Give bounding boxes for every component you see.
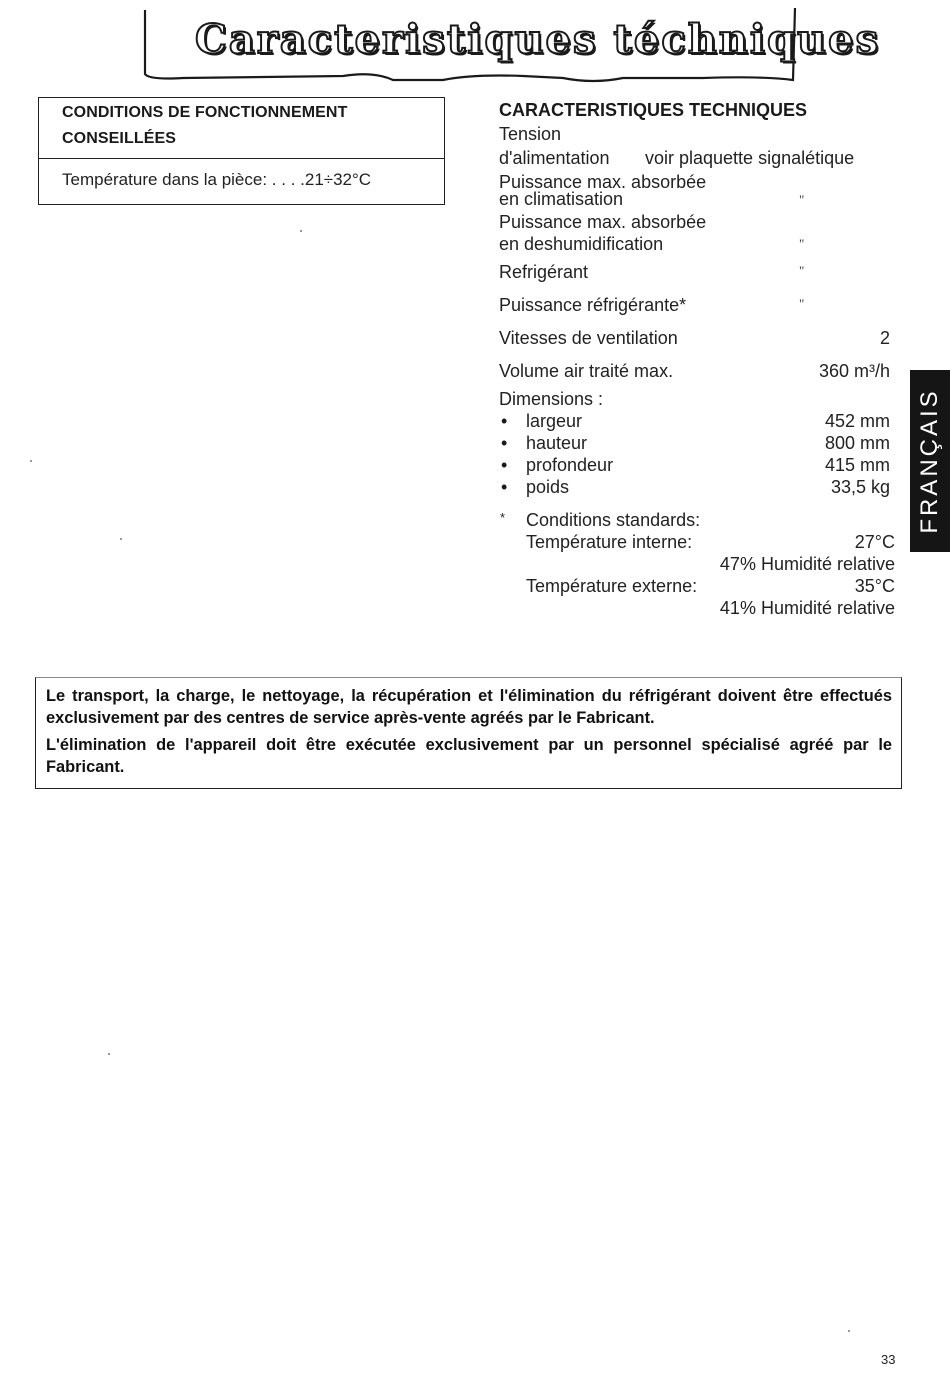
internal-humidity: 47% Humidité relative xyxy=(719,554,895,574)
scan-speck xyxy=(30,460,32,462)
operating-conditions-heading-line2: CONSEILLÉES xyxy=(62,130,177,147)
dimension-width-value: 452 mm xyxy=(824,411,890,431)
dimension-bullet: • xyxy=(501,455,508,475)
dimension-depth-label: profondeur xyxy=(526,455,614,475)
page-number: 33 xyxy=(881,1352,896,1367)
page-title-banner xyxy=(143,8,881,82)
specs-heading: CARACTERISTIQUES TECHNIQUES xyxy=(499,100,808,120)
refrigerant-label: Refrigérant xyxy=(499,262,589,282)
standard-conditions-title: Conditions standards: xyxy=(526,510,701,530)
air-volume-value: 360 m³/h xyxy=(818,361,890,381)
external-temp-label: Température externe: xyxy=(526,576,698,596)
warning-paragraph-refrigerant: Le transport, la charge, le nettoyage, la récupération et l'élimination du réfrigérant doivent être effectués exclusivement par des centres de service après-vente agréés par le Fabricant. xyxy=(46,687,892,727)
room-temperature-dots: . . . . xyxy=(271,170,305,189)
scan-speck xyxy=(300,230,302,232)
operating-conditions-heading-line1: CONDITIONS DE FONCTIONNEMENT xyxy=(62,104,348,121)
power-cooling-ditto: " xyxy=(799,192,805,207)
dimension-height-value: 800 mm xyxy=(824,433,890,453)
dimension-height-label: hauteur xyxy=(526,433,588,453)
internal-temp-value: 27°C xyxy=(854,532,895,552)
power-dehum-label-line1: Puissance max. absorbée xyxy=(499,212,707,232)
dimension-bullet: • xyxy=(501,477,508,497)
power-dehum-label-line2: en deshumidification xyxy=(499,234,664,254)
room-temperature-row xyxy=(62,170,371,190)
cooling-capacity-ditto: " xyxy=(799,296,805,311)
air-volume-label: Volume air traité max. xyxy=(499,361,674,381)
internal-temp-label: Température interne: xyxy=(526,532,693,552)
power-cooling-label-line1: Puissance max. absorbée xyxy=(499,172,707,192)
dimension-width-label: largeur xyxy=(526,411,583,431)
dimension-bullet: • xyxy=(501,411,508,431)
operating-conditions-header xyxy=(39,98,444,159)
external-temp-value: 35°C xyxy=(854,576,895,596)
cooling-capacity-label: Puissance réfrigérante* xyxy=(499,295,687,315)
dimensions-label: Dimensions : xyxy=(499,389,604,409)
dimension-bullet: • xyxy=(501,433,508,453)
footnote-mark: * xyxy=(500,510,506,525)
power-dehum-ditto: " xyxy=(799,236,805,251)
fan-speeds-label: Vitesses de ventilation xyxy=(499,328,678,348)
scan-speck xyxy=(848,1330,850,1332)
tension-label-line1: Tension xyxy=(499,124,562,144)
external-humidity: 41% Humidité relative xyxy=(719,598,895,618)
warning-box xyxy=(35,677,902,789)
language-side-tab xyxy=(910,370,950,552)
room-temperature-label: Température dans la pièce: xyxy=(62,170,268,189)
dimension-depth-value: 415 mm xyxy=(824,455,890,475)
operating-conditions-box xyxy=(38,97,445,205)
scan-speck xyxy=(108,1053,110,1055)
tension-value: voir plaquette signalétique xyxy=(645,148,855,168)
scan-speck xyxy=(120,538,122,540)
language-side-tab-label: FRANÇAIS xyxy=(916,388,943,534)
dimension-weight-value: 33,5 kg xyxy=(830,477,890,497)
fan-speeds-value: 2 xyxy=(879,328,890,348)
dimension-weight-label: poids xyxy=(526,477,570,497)
tension-label-line2: d'alimentation xyxy=(499,148,610,168)
refrigerant-ditto: " xyxy=(799,263,805,278)
warning-paragraph-disposal: L'élimination de l'appareil doit être exécutée exclusivement par un personnel spécialisé agréé par le Fabricant. xyxy=(46,736,892,776)
power-cooling-label-line2: en climatisation xyxy=(499,189,624,209)
room-temperature-value: 21÷32°C xyxy=(304,170,372,189)
page-title: Caracteristiques téchniques xyxy=(195,16,881,63)
